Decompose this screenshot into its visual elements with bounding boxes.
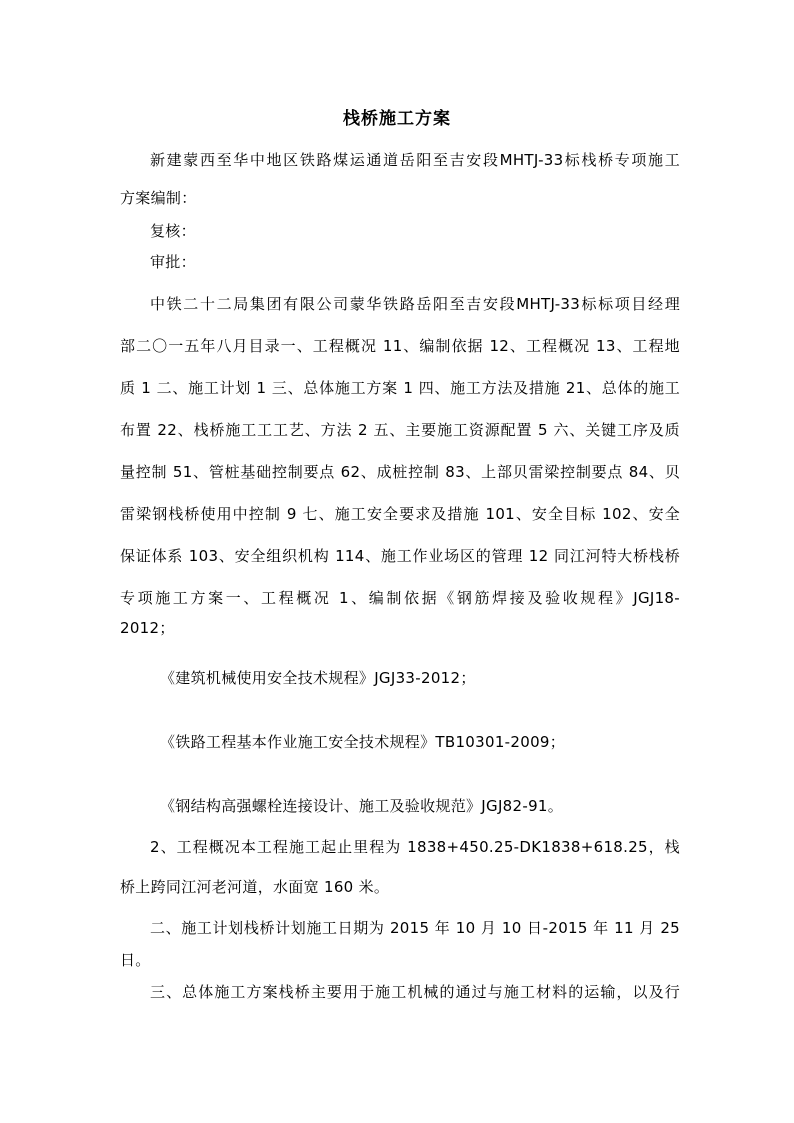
text-line: 《铁路工程基本作业施工安全技术规程》TB10301-2009； bbox=[160, 733, 566, 751]
text-line: 复核： bbox=[150, 222, 196, 240]
text-line: 质 1 二、施工计划 1 三、总体施工方案 1 四、施工方法及措施 21、总体的施工 bbox=[120, 379, 680, 397]
text-line: 二、施工计划栈桥计划施工日期为 2015 年 10 月 10 日-2015 年 11 月 25 bbox=[150, 919, 680, 937]
text-line: 《钢结构高强螺栓连接设计、施工及验收规范》JGJ82-91。 bbox=[160, 797, 564, 815]
text-line: 桥上跨同江河老河道，水面宽 160 米。 bbox=[120, 878, 390, 896]
text-line: 三、总体施工方案栈桥主要用于施工机械的通过与施工材料的运输，以及行 bbox=[150, 983, 680, 1001]
text-line: 新建蒙西至华中地区铁路煤运通道岳阳至吉安段MHTJ-33标栈桥专项施工 bbox=[150, 151, 680, 169]
text-line: 雷梁钢栈桥使用中控制 9 七、施工安全要求及措施 101、安全目标 102、安全 bbox=[120, 505, 680, 523]
text-line: 中铁二十二局集团有限公司蒙华铁路岳阳至吉安段MHTJ-33标标项目经理 bbox=[150, 295, 680, 313]
text-line: 《建筑机械使用安全技术规程》JGJ33-2012； bbox=[160, 669, 476, 687]
text-line: 部二〇一五年八月目录一、工程概况 11、编制依据 12、工程概况 13、工程地 bbox=[120, 337, 680, 355]
text-line: 保证体系 103、安全组织机构 114、施工作业场区的管理 12 同江河特大桥栈桥 bbox=[120, 547, 680, 565]
text-line: 日。 bbox=[120, 951, 151, 969]
document-title: 栈桥施工方案 bbox=[343, 109, 451, 129]
text-line: 布置 22、栈桥施工工工艺、方法 2 五、主要施工资源配置 5 六、关键工序及质 bbox=[120, 421, 680, 439]
text-line: 量控制 51、管桩基础控制要点 62、成桩控制 83、上部贝雷梁控制要点 84、贝 bbox=[120, 463, 680, 481]
text-line: 方案编制： bbox=[120, 189, 197, 207]
text-line: 审批： bbox=[150, 253, 196, 271]
text-line: 专项施工方案一、工程概况 1、编制依据《钢筋焊接及验收规程》JGJ18- bbox=[120, 589, 680, 607]
text-line: 2、工程概况本工程施工起止里程为 1838+450.25-DK1838+618.25，栈 bbox=[150, 838, 680, 856]
text-line: 2012； bbox=[120, 619, 175, 637]
